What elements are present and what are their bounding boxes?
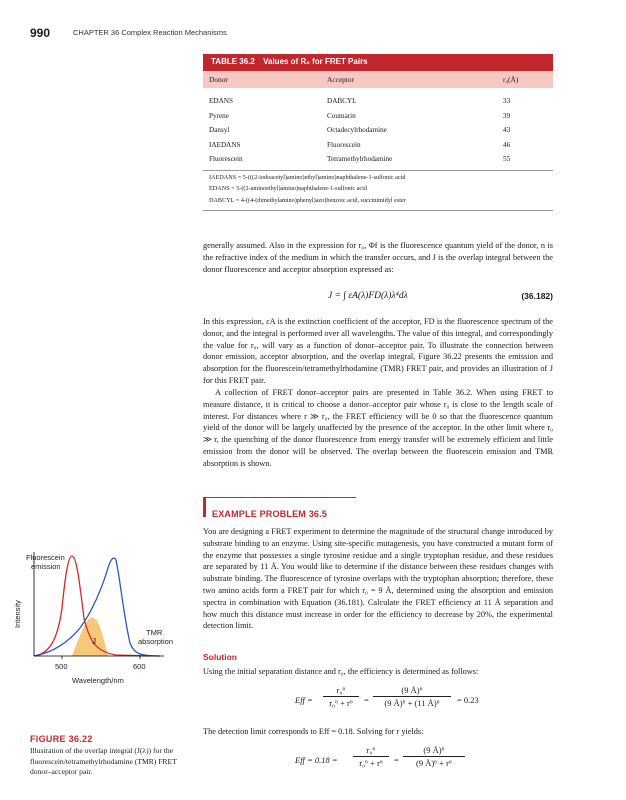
- cell-donor: Fluorescein: [209, 155, 243, 163]
- label-absorption: absorption: [138, 637, 174, 646]
- cell-r0: 55: [503, 155, 511, 163]
- paragraph-fret-pairs: A collection of FRET donor–acceptor pairs are presented in Table 36.2. When using FRET to measure distance, it is critical to choose a donor–acceptor pair whose r₀ is close to the length scale of interest. For distances where r ≫ r₀, the FRET efficiency will be 0 so that the fluorescence quantum yield of the donor will be largely unaffected by the presence of the acceptor. In the other limit where r₀ ≫ r, the quenching of the donor fluorescence from energy transfer will be extremely efficient and little emission from the donor will be observed. The overlap between the fluorescein emission and TMR absorption is shown.: [203, 388, 553, 468]
- cell-donor: IAEDANS: [209, 140, 241, 149]
- col-r0: r₀(Å): [503, 75, 519, 84]
- eq3-denominator-2: (9 Å)⁶ + r⁶: [403, 756, 465, 768]
- cell-acceptor: DABCYL: [327, 97, 357, 105]
- table-bottom-rule: [203, 210, 553, 211]
- paragraph-overlap: In this expression, εA is the extinction coefficient of the acceptor, FD is the fluorescence spectrum of the donor, and the integral is performed over all wavelengths. The value of this integral, and correspondingly the value for r₀, will vary as a function of donor–acceptor pair. To illustrate the connection between donor emission, acceptor absorption, and the overlap integral, Figure 36.22 presents the emission and absorption for the fluorescein/tetramethylrhodamine (TMR) FRET pair, and provides an illustration of J for this FRET pair.: [203, 317, 553, 385]
- eq2-numerator-1: r₀⁶: [336, 685, 346, 695]
- tick-label-500: 500: [55, 662, 68, 671]
- table-row: [203, 151, 553, 166]
- cell-r0: 39: [503, 111, 511, 120]
- cell-acceptor: Octadecylrhodamine: [327, 126, 387, 134]
- eq2-result: = 0.23: [457, 695, 479, 705]
- label-fluorescein: Fluorescein: [26, 553, 65, 562]
- figure-36-22: [10, 548, 195, 726]
- eq2-denominator-2: (9 Å)⁶ + (11 Å)⁶: [373, 696, 451, 708]
- cell-r0: 43: [503, 126, 511, 134]
- table-note: EDANS = 5-((2-aminoethyl)amino)naphthalene-1-sulfonic acid: [209, 185, 367, 192]
- example-title: EXAMPLE PROBLEM 36.5: [212, 509, 328, 519]
- equation-j: J = ∫ εA(λ)FD(λ)λ⁴dλ: [328, 291, 408, 301]
- solution-step-1: Using the initial separation distance and r₀, the efficiency is determined as follows:: [203, 667, 479, 676]
- solution-step-2: The detection limit corresponds to Eff = 0.18. Solving for r yields:: [203, 727, 424, 736]
- solution-label: Solution: [203, 652, 237, 662]
- cell-r0: 33: [503, 97, 511, 105]
- tick-label-600: 600: [133, 662, 146, 671]
- running-head: CHAPTER 36 Complex Reaction Mechanisms: [73, 28, 227, 37]
- table-row: [203, 122, 553, 137]
- label-emission: emission: [31, 562, 61, 571]
- col-donor: Donor: [209, 75, 228, 84]
- paragraph-intro: generally assumed. Also in the expression for r₀, Φf is the fluorescence quantum yield of the donor, n is the refractive index of the medium in which the transfer occurs, and J is the overlap integral between the donor fluorescence and acceptor absorption expressed as:: [203, 241, 553, 274]
- eq2-numerator-2: (9 Å)⁶: [401, 685, 423, 695]
- eq3-lhs: Eff = 0.18 =: [295, 755, 338, 765]
- table-notes-divider: [203, 170, 553, 171]
- table-note: DABCYL = 4-((4-(dimethylamino)phenyl)azo)benzoic acid, succinimidyl ester: [209, 196, 406, 204]
- page-number: 990: [30, 26, 51, 40]
- table-row: [203, 93, 553, 108]
- table-header: [203, 71, 553, 88]
- y-axis-label: Intensity: [13, 600, 22, 628]
- table-title: Values of R₀ for FRET Pairs: [263, 57, 368, 66]
- label-j: J: [92, 637, 96, 646]
- x-axis-label: Wavelength/nm: [72, 676, 124, 685]
- table-row: [203, 108, 553, 123]
- eq3-equals: =: [394, 755, 399, 765]
- example-accent-rule: [206, 497, 356, 498]
- cell-acceptor: Fluorescein: [327, 140, 361, 149]
- cell-r0: 46: [503, 140, 511, 149]
- col-acceptor: Acceptor: [327, 75, 355, 84]
- equation-detection-limit: [203, 743, 553, 779]
- cell-donor: Pyrene: [209, 111, 229, 120]
- table-body: [203, 93, 553, 166]
- example-accent-bar: [203, 497, 206, 517]
- table-36-2: [203, 54, 553, 211]
- equation-number: (36.182): [521, 291, 553, 301]
- eq2-fraction-2: [373, 685, 451, 708]
- table-title-bar: [203, 54, 553, 71]
- eq3-numerator-1: r₀⁶: [366, 745, 376, 755]
- figure-caption: Illustration of the overlap integral (J(λ)) for the fluorescein/tetramethylrhodamine (TMR) FRET donor–acceptor pair.: [30, 746, 177, 776]
- table-row: [203, 137, 553, 152]
- eq2-lhs: Eff =: [295, 695, 313, 705]
- cell-donor: Dansyl: [209, 126, 230, 134]
- table-label: TABLE 36.2: [211, 57, 255, 66]
- table-note: IAEDANS = 5-(((2-iodoacetyl)amino)ethyl)amino)naphthalene-1-sulfonic acid: [209, 173, 406, 181]
- cell-acceptor: Tetramethylrhodamine: [327, 155, 393, 163]
- eq3-fraction-2: [403, 745, 465, 768]
- equation-efficiency: [203, 683, 553, 719]
- label-tmr: TMR: [146, 628, 163, 637]
- figure-caption-title: FIGURE 36.22: [30, 734, 93, 744]
- eq3-numerator-2: (9 Å)⁶: [423, 745, 445, 755]
- example-text: You are designing a FRET experiment to determine the magnitude of the structural change introduced by substrate binding to an enzyme. Using site-specific mutagenesis, you have constructed a mutant form of the enzyme that possesses a single tyrosine residue and a single tryptophan residue, and these residues are separated by 11 Å. You would like to determine if the distance between these residues changes with substrate binding. The fluorescence of tyrosine overlaps with the tryptophan absorption; therefore, these two amino acids form a FRET pair for which r₀ = 9 Å, determined using the absorption and emission spectra in combination with Equation (36.181). Calculate the FRET efficiency at 11 Å separation and how much this distance must increase in order for the efficiency to decrease by 20%, the experimental detection limit.: [203, 527, 553, 631]
- cell-donor: EDANS: [209, 97, 233, 105]
- eq2-equals: =: [364, 695, 369, 705]
- eq2-fraction-1: [323, 685, 359, 708]
- eq2-denominator-1: r₀⁶ + r⁶: [323, 696, 359, 708]
- cell-acceptor: Coumarin: [327, 111, 356, 120]
- eq3-fraction-1: [353, 745, 389, 768]
- eq3-denominator-1: r₀⁶ + r⁶: [353, 756, 389, 768]
